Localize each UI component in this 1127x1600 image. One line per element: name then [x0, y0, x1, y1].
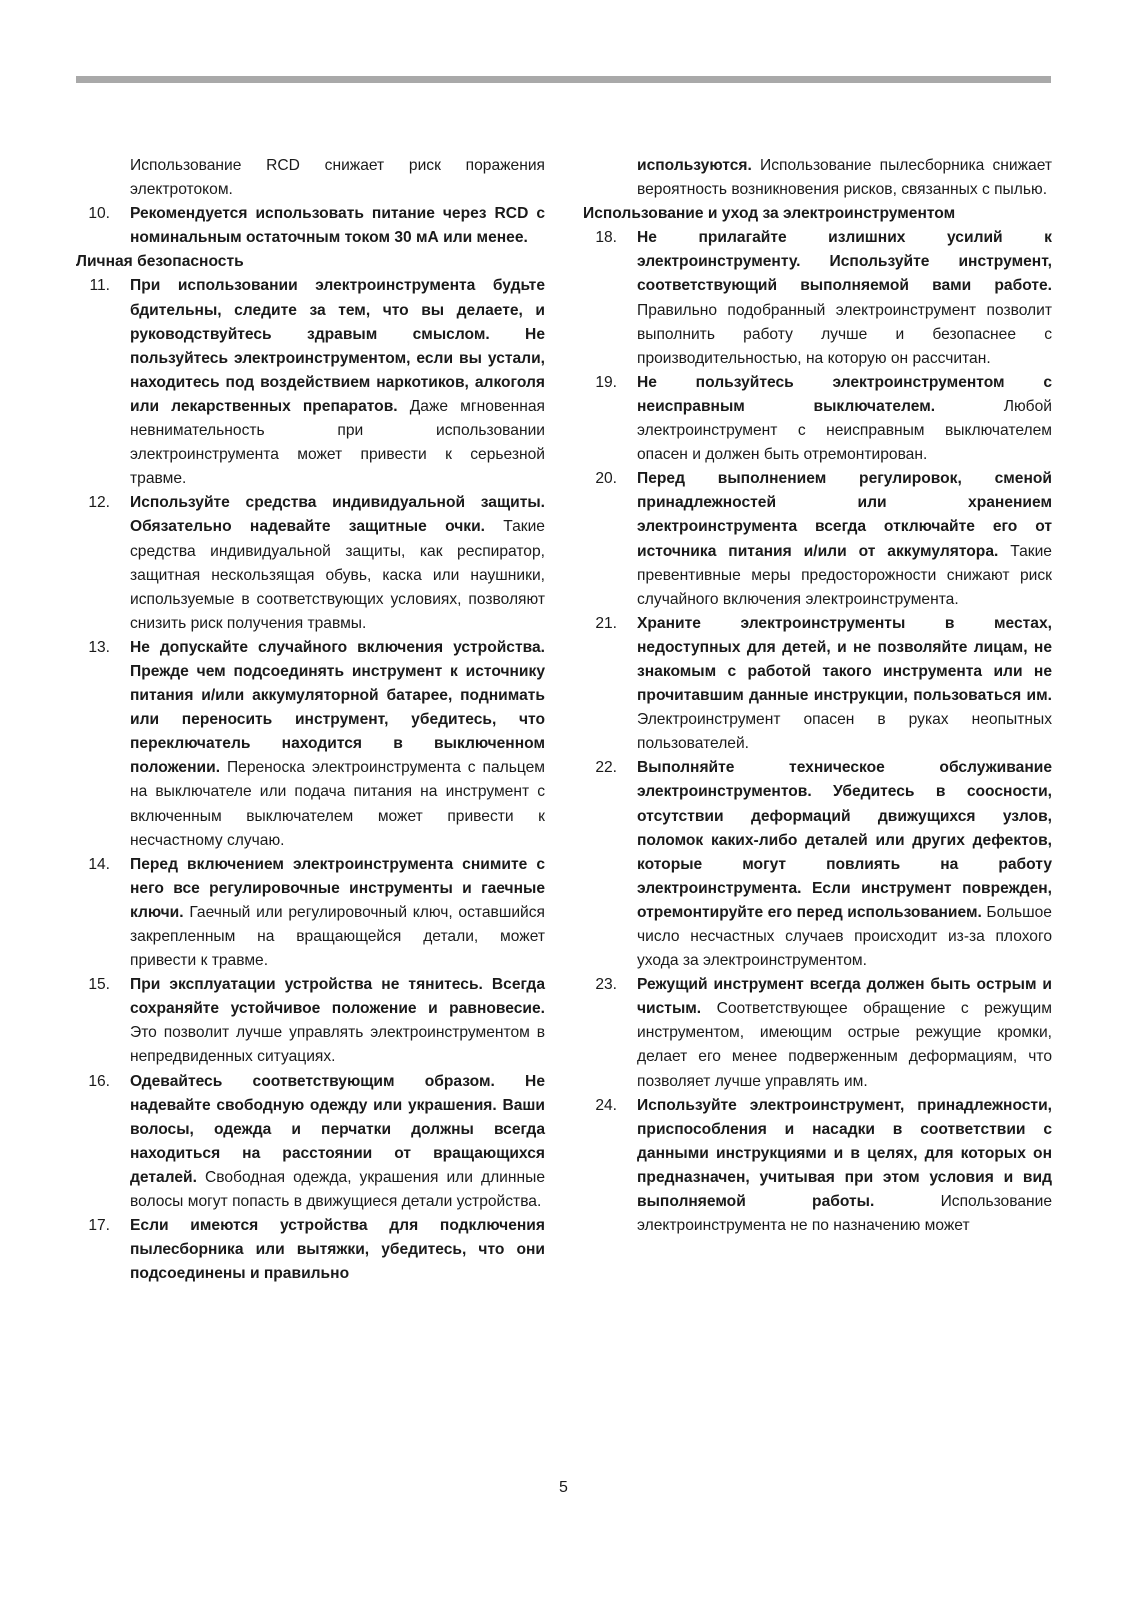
list-item-20	[583, 467, 1052, 612]
continuation-bold-text: используются.	[637, 157, 752, 174]
list-item-23	[583, 973, 1052, 1093]
item-text: Свободная одежда, украшения или длинные волосы могут попасть в движущиеся детали устройства.	[130, 1168, 545, 1211]
item-bold-text: Используйте электроинструмент, принадлежности, приспособления и насадки в соответствии с данными инструкциями и в целях, для которых он предназначен, учитывая при этом условия и вид выполняемой работы.	[637, 1096, 1052, 1211]
item-body	[637, 1094, 1052, 1239]
item-bold-text: Рекомендуется использовать питание через RCD с номинальным остаточным током 30 мА или менее.	[130, 205, 545, 247]
item-body	[130, 853, 545, 973]
section-heading-personal-safety: Личная безопасность	[76, 253, 244, 271]
item-body	[637, 467, 1052, 612]
continuation-paragraph	[637, 154, 1052, 202]
item-text: Соответствующее обращение с режущим инструментом, имеющим острые режущие кромки, делает его менее подверженным деформациям, что позволяет лучше управлять им.	[637, 1000, 1052, 1090]
item-body	[130, 636, 545, 853]
item-bold-text: Одевайтесь соответствующим образом. Не надевайте свободную одежду или украшения. Ваши волосы, одежда и перчатки должны всегда находиться на расстоянии от вращающихся деталей.	[130, 1072, 545, 1186]
item-body	[130, 274, 545, 491]
item-text: Даже мгновенная невнимательность при использовании электроинструмента может привести к серьезной травме.	[130, 397, 545, 488]
item-body	[130, 973, 545, 1069]
item-number: 10.	[88, 205, 110, 223]
item-body	[130, 202, 545, 250]
item-body	[637, 371, 1052, 467]
item-bold-text: Не допускайте случайного включения устройства. Прежде чем подсоединять инструмент к источнику питания и/или аккумуляторной батарее, поднимать или переносить инструмент, убедитесь, что переключатель находится в выключенном положении.	[130, 638, 545, 777]
list-item-16	[76, 1070, 545, 1215]
item-text: Такие средства индивидуальной защиты, как респиратор, защитная нескользящая обувь, каска или наушники, используемые в соответствующих условиях, позволяют снизить риск получения травмы.	[130, 518, 545, 632]
item-bold-text: Перед включением электроинструмента снимите с него все регулировочные инструменты и гаечные ключи.	[130, 855, 545, 921]
item-bold-text: Режущий инструмент всегда должен быть острым и чистым.	[637, 976, 1052, 1018]
item-bold-text: Храните электроинструменты в местах, недоступных для детей, и не позволяйте лицам, не знакомым с работой такого инструмента или не прочитавшим данные инструкции, пользоваться им.	[637, 614, 1052, 705]
item-number: 14.	[88, 855, 110, 873]
item-body	[637, 612, 1052, 757]
item-number: 16.	[88, 1072, 110, 1090]
list-item-13	[76, 636, 545, 853]
list-item-11	[76, 274, 545, 491]
item-text: Любой электроинструмент с неисправным выключателем опасен и должен быть отремонтирован.	[637, 397, 1052, 464]
item-bold-text: Не пользуйтесь электроинструментом с неисправным выключателем.	[637, 373, 1052, 415]
item-body	[637, 973, 1052, 1093]
right-column	[583, 154, 1052, 1238]
item-bold-text: Не прилагайте излишних усилий к электроинструменту. Используйте инструмент, соответствующий выполняемой вами работе.	[637, 229, 1052, 295]
item-number: 17.	[88, 1217, 110, 1235]
list-item-21	[583, 612, 1052, 757]
intro-paragraph: Использование RCD снижает риск поражения электротоком.	[130, 157, 545, 199]
item-text: Такие превентивные меры предосторожности снижают риск случайного включения электроинструмента.	[637, 542, 1052, 608]
item-bold-text: При эксплуатации устройства не тянитесь. Всегда сохраняйте устойчивое положение и равновесие.	[130, 976, 545, 1018]
item-text: Электроинструмент опасен в руках неопытных пользователей.	[637, 711, 1052, 753]
item-body	[130, 1214, 545, 1286]
item-number: 23.	[595, 976, 617, 994]
item-body	[637, 226, 1052, 371]
list-item-22	[583, 756, 1052, 973]
item-body	[130, 1070, 545, 1215]
header-rule	[76, 76, 1051, 83]
list-item-19	[583, 371, 1052, 467]
list-item-14	[76, 853, 545, 973]
item-number: 19.	[595, 373, 617, 391]
item-text: Использование электроинструмента не по назначению может	[637, 1193, 1052, 1235]
item-text: Большое число несчастных случаев происходит из-за плохого ухода за электроинструментом.	[637, 903, 1052, 970]
item-number: 12.	[88, 494, 110, 512]
item-number: 20.	[595, 470, 617, 488]
list-item-12	[76, 491, 545, 636]
continuation-text: Использование пылесборника снижает вероятность возникновения рисков, связанных с пылью.	[637, 157, 1052, 199]
item-bold-text: Если имеются устройства для подключения пылесборника или вытяжки, убедитесь, что они подсоединены и правильно	[130, 1217, 545, 1283]
list-item-18	[583, 226, 1052, 371]
item-bold-text: При использовании электроинструмента будьте бдительны, следите за тем, что вы делаете, и руководствуйтесь здравым смыслом. Не пользуйтесь электроинструментом, если вы устали, находитесь под воздействием наркотиков, алкоголя или лекарственных препаратов.	[130, 277, 545, 415]
item-text: Гаечный или регулировочный ключ, оставшийся закрепленным на вращающейся детали, может привести к травме.	[130, 903, 545, 970]
item-body	[130, 491, 545, 636]
item-text: Переноска электроинструмента с пальцем на выключателе или подача питания на инструмент с включенным выключателем может привести к несчастному случаю.	[130, 759, 545, 849]
item-number: 18.	[595, 229, 617, 247]
list-item-10	[76, 202, 545, 250]
item-number: 24.	[595, 1096, 617, 1114]
item-text: Правильно подобранный электроинструмент позволит выполнить работу лучше и безопаснее с производительностью, на которую он рассчитан.	[637, 301, 1052, 367]
section-heading-use-care: Использование и уход за электроинструментом	[583, 205, 956, 223]
item-body	[637, 756, 1052, 973]
list-item-15	[76, 973, 545, 1069]
left-column	[76, 154, 545, 1286]
item-bold-text: Перед выполнением регулировок, сменой принадлежностей или хранением электроинструмента всегда отключайте его от источника питания и/или от аккумулятора.	[637, 470, 1052, 560]
item-number: 13.	[88, 638, 110, 656]
item-number: 11.	[89, 277, 110, 295]
item-bold-text: Выполняйте техническое обслуживание электроинструментов. Убедитесь в соосности, отсутствии деформаций движущихся узлов, поломок каких-либо деталей или других дефектов, которые могут повлиять на работу электроинструмента. Если инструмент поврежден, отремонтируйте его перед использованием.	[637, 759, 1052, 921]
item-bold-text: Используйте средства индивидуальной защиты. Обязательно надевайте защитные очки.	[130, 494, 545, 536]
item-number: 21.	[595, 614, 617, 632]
list-item-24	[583, 1094, 1052, 1239]
page-number: 5	[559, 1479, 568, 1496]
list-item-17	[76, 1214, 545, 1286]
item-text: Это позволит лучше управлять электроинструментом в непредвиденных ситуациях.	[130, 1024, 545, 1066]
item-number: 22.	[595, 759, 617, 777]
item-number: 15.	[88, 976, 110, 994]
